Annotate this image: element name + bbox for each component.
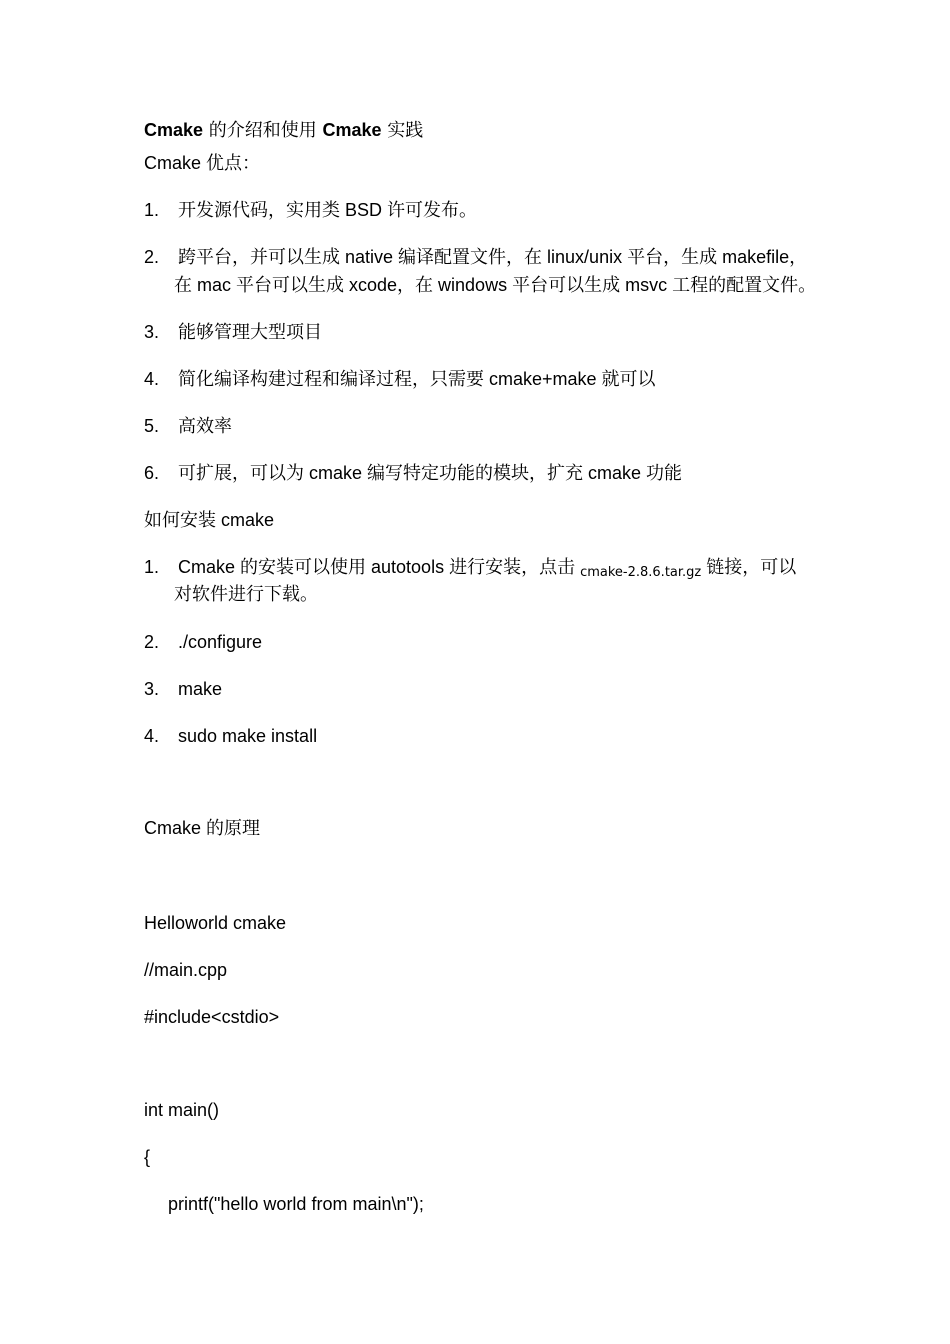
list-item: 跨平台，并可以生成 native 编译配置文件，在 linux/unix 平台，生成 makefile， (178, 247, 808, 267)
document-title (144, 119, 423, 142)
title-part-2: 的介绍和使用 (203, 120, 323, 141)
advantages-heading: Cmake 优点： (144, 153, 261, 173)
list-number: 6. (144, 463, 160, 483)
list-number: 1. (144, 200, 160, 220)
list-item: 可扩展，可以为 cmake 编写特定功能的模块，扩充 cmake 功能 (178, 463, 683, 483)
code-signature: int main() (144, 1100, 220, 1120)
list-item-continuation: 在 mac 平台可以生成 xcode，在 windows 平台可以生成 msvc 工程的配置文件。 (174, 275, 817, 295)
install-heading: 如何安装 cmake (144, 510, 275, 530)
list-number: 2. (144, 247, 160, 267)
principle-heading: Cmake 的原理 (144, 818, 261, 838)
list-item: 能够管理大型项目 (178, 322, 322, 342)
code-brace-open: { (144, 1147, 151, 1167)
example-heading: Helloworld cmake (144, 913, 287, 933)
title-part-4: 实践 (381, 120, 424, 141)
list-item: 简化编译构建过程和编译过程，只需要 cmake+make 就可以 (178, 369, 656, 389)
title-part-1: Cmake (144, 120, 204, 140)
list-number: 3. (144, 322, 160, 342)
list-item-continuation: 对软件进行下载。 (174, 584, 318, 604)
list-item: 开发源代码，实用类 BSD 许可发布。 (178, 200, 478, 220)
install-text-after: 链接，可以 (701, 557, 797, 577)
list-number: 1. (144, 557, 160, 577)
list-item: ./configure (178, 632, 263, 652)
code-comment: //main.cpp (144, 960, 228, 980)
code-printf: printf("hello world from main\n"); (168, 1194, 424, 1214)
list-item: sudo make install (178, 726, 318, 746)
list-number: 4. (144, 369, 160, 389)
install-text-before: Cmake 的安装可以使用 autotools 进行安装，点击 (178, 557, 581, 577)
list-number: 2. (144, 632, 160, 652)
list-number: 5. (144, 416, 160, 436)
download-link[interactable]: cmake-2.8.6.tar.gz (580, 565, 702, 580)
title-part-3: Cmake (322, 120, 382, 140)
list-item: make (178, 679, 223, 699)
code-include: #include<cstdio> (144, 1007, 280, 1027)
list-number: 3. (144, 679, 160, 699)
list-number: 4. (144, 726, 160, 746)
list-item (178, 556, 796, 581)
list-item: 高效率 (178, 416, 232, 436)
